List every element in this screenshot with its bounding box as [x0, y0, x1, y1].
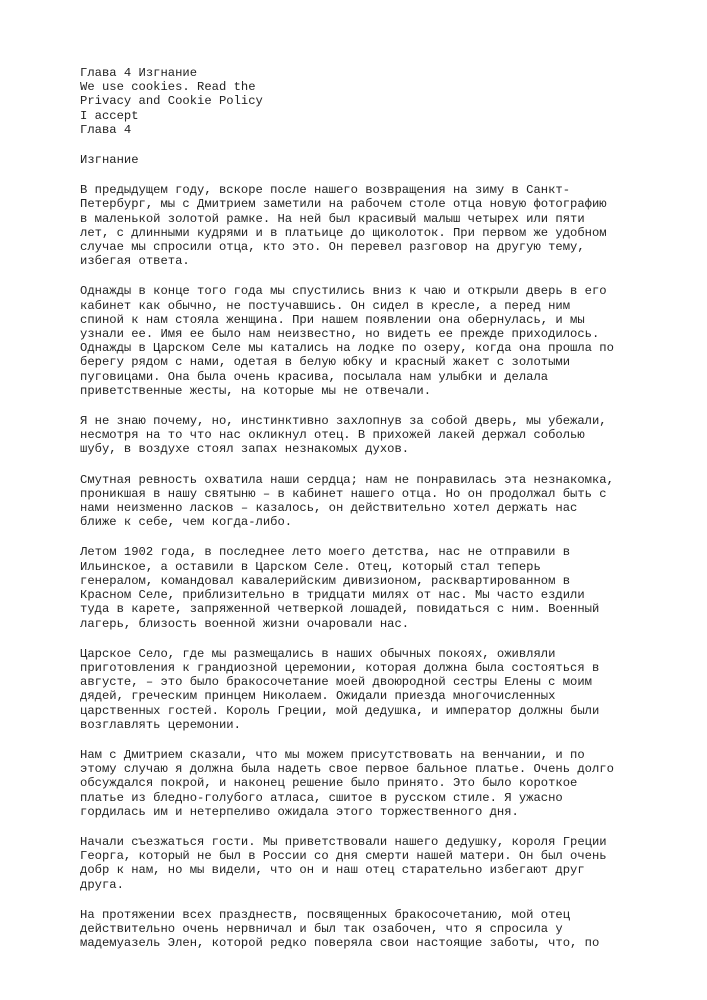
paragraph-line: платье из бледно-голубого атласа, сшитое в русском стиле. Я ужасно	[80, 790, 563, 805]
body-text	[80, 183, 680, 950]
paragraph-line: приветственные жесты, на которые мы не отвечали.	[80, 383, 432, 398]
paragraph-line: Летом 1902 года, в последнее лето моего детства, нас не отправили в	[80, 545, 571, 560]
paragraph-line: Георга, который не был в России со дня смерти нашей матери. Он был очень	[80, 849, 607, 864]
paragraph	[80, 183, 680, 268]
paragraph-line: проникшая в нашу святыню – в кабинет нашего отца. Но он продолжал быть с	[80, 486, 607, 501]
cookie-notice-text: We use cookies. Read the	[80, 80, 256, 95]
paragraph-line: В предыдущем году, вскоре после нашего возвращения на зиму в Санкт-	[80, 183, 571, 198]
paragraph-line: действительно очень нервничал и был так озабочен, что я спросила у	[80, 921, 563, 936]
paragraph-line: Однажды в конце того года мы спустились вниз к чаю и открыли дверь в его	[80, 284, 607, 299]
paragraph-line: добр к нам, но мы видели, что он и наш отец старательно избегают друг	[80, 863, 585, 878]
paragraph	[80, 908, 680, 951]
paragraph-line: Красном Селе, приблизительно в тридцати милях от нас. Мы часто ездили	[80, 588, 585, 603]
paragraph-line: генералом, командовал кавалерийским дивизионом, расквартированном в	[80, 573, 571, 588]
paragraph-line: приготовления к грандиозной церемонии, которая должна была состояться в	[80, 660, 600, 675]
paragraph	[80, 748, 680, 819]
paragraph-line: Нам с Дмитрием сказали, что мы можем присутствовать на венчании, и по	[80, 747, 585, 762]
section-title: Изгнание	[80, 153, 139, 168]
paragraph-line: гордилась им и нетерпеливо ожидала этого торжественного дня.	[80, 804, 519, 819]
paragraph-line: пуговицами. Она была очень красива, посылала нам улыбки и делала	[80, 369, 549, 384]
paragraph-line: Смутная ревность охватила наши сердца; нам не понравилась эта незнакомка,	[80, 472, 614, 487]
paragraph-line: Я не знаю почему, но, инстинктивно захлопнув за собой дверь, мы убежали,	[80, 414, 607, 429]
header-block	[80, 66, 680, 137]
spacer	[80, 167, 680, 183]
paragraph	[80, 545, 680, 630]
paragraph-line: Царское Село, где мы размещались в наших обычных покоях, оживляли	[80, 646, 556, 661]
paragraph-line: августе, – это было бракосочетание моей двоюродной сестры Елены с моим	[80, 675, 592, 690]
paragraph-line: мадемуазель Элен, которой редко поверяла свои настоящие заботы, что, по	[80, 936, 600, 951]
paragraph-line: Петербург, мы с Дмитрием заметили на рабочем столе отца новую фотографию	[80, 197, 607, 212]
paragraph	[80, 647, 680, 732]
accept-cookies-button[interactable]: I accept	[80, 108, 139, 123]
paragraph-line: На протяжении всех празднеств, посвященных бракосочетанию, мой отец	[80, 907, 571, 922]
paragraph-line: шубу, в воздухе стоял запах незнакомых духов.	[80, 442, 410, 457]
paragraph-line: несмотря на то что нас окликнул отец. В прихожей лакей держал соболью	[80, 428, 585, 443]
paragraph-line: нами неизменно ласков – казалось, он действительно хотел держать нас	[80, 501, 578, 516]
paragraph	[80, 284, 680, 398]
paragraph-line: случае мы спросили отца, кто это. Он перевел разговор на другую тему,	[80, 240, 585, 255]
paragraph-line: туда в карете, запряженной четверкой лошадей, повидаться с ним. Военный	[80, 602, 600, 617]
paragraph-line: Ильинское, а оставили в Царском Селе. Отец, который стал теперь	[80, 559, 541, 574]
paragraph-line: этому случаю я должна была надеть свое первое бальное платье. Очень долго	[80, 762, 614, 777]
chapter-label: Глава 4	[80, 122, 132, 137]
privacy-policy-link[interactable]: Privacy and Cookie Policy	[80, 94, 263, 109]
document-page	[80, 66, 680, 966]
paragraph-line: друга.	[80, 877, 124, 892]
paragraph-line: в маленькой золотой рамке. На ней был красивый малыш четырех или пяти	[80, 211, 585, 226]
paragraph-line: ближе к себе, чем когда-либо.	[80, 515, 293, 530]
paragraph	[80, 473, 680, 530]
paragraph-line: царственных гостей. Король Греции, мой дедушка, и император должны были	[80, 703, 600, 718]
paragraph	[80, 835, 680, 892]
paragraph-line: дядей, греческим принцем Николаем. Ожидали приезда многочисленных	[80, 689, 556, 704]
paragraph-line: узнали ее. Имя ее было нам неизвестно, но видеть ее прежде приходилось.	[80, 327, 600, 342]
paragraph	[80, 414, 680, 457]
paragraph-line: лагерь, близость военной жизни очаровали нас.	[80, 616, 410, 631]
paragraph-line: Начали съезжаться гости. Мы приветствовали нашего дедушку, короля Греции	[80, 834, 607, 849]
paragraph-line: избегая ответа.	[80, 254, 190, 269]
paragraph-line: спиной к нам стояла женщина. При нашем появлении она обернулась, и мы	[80, 312, 585, 327]
paragraph-line: лет, с длинными кудрями и в платьице до щиколоток. При первом же удобном	[80, 225, 607, 240]
paragraph-line: Однажды в Царском Селе мы катались на лодке по озеру, когда она прошла по	[80, 341, 614, 356]
paragraph-line: берегу рядом с нами, одетая в белую юбку и красный жакет с золотыми	[80, 355, 571, 370]
paragraph-line: кабинет как обычно, не постучавшись. Он сидел в кресле, а перед ним	[80, 298, 571, 313]
paragraph-line: возглавлять церемонии.	[80, 717, 241, 732]
paragraph-line: обсуждался покрой, и наконец решение было принято. Это было короткое	[80, 776, 578, 791]
chapter-title-line: Глава 4 Изгнание	[80, 66, 198, 80]
spacer	[80, 137, 680, 153]
